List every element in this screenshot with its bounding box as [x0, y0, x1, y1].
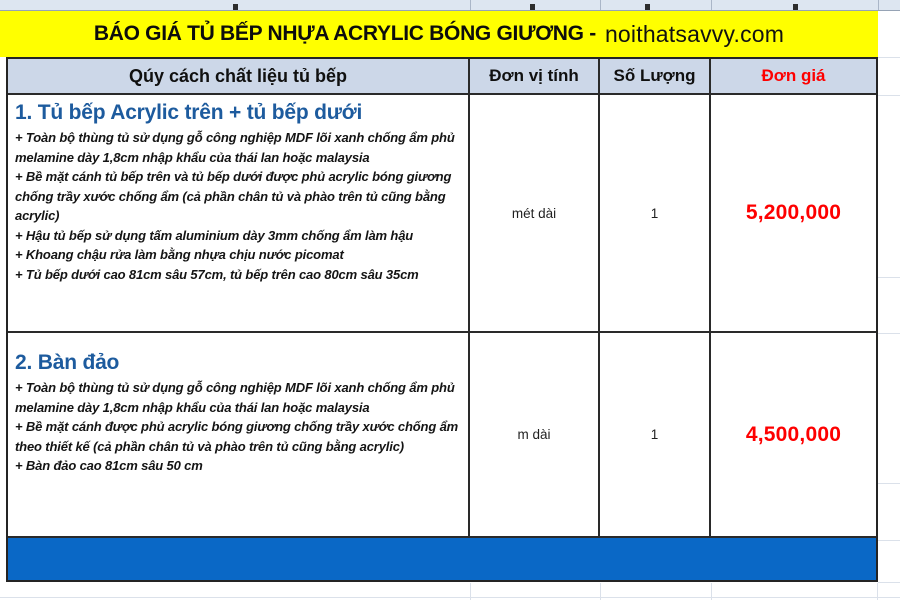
- item-details: [15, 378, 462, 476]
- page-title: BÁO GIÁ TỦ BẾP NHỰA ACRYLIC BÓNG GIƯƠNG -: [93, 22, 596, 45]
- item-qty-cell: 1: [600, 333, 711, 538]
- gridline: [878, 582, 900, 583]
- detail-line: + Hậu tủ bếp sử dụng tấm aluminium dày 3mm chống ẩm làm hậu: [15, 227, 414, 243]
- title-banner: [0, 11, 878, 57]
- gridline: [0, 597, 900, 598]
- item-qty-cell: 1: [600, 95, 711, 333]
- item-price-cell: 5,200,000: [711, 95, 876, 333]
- gridline: [878, 483, 900, 484]
- gridline: [600, 0, 601, 10]
- gridline: [878, 540, 900, 541]
- item-title: 2. Bàn đảo: [15, 351, 120, 374]
- item-spec-cell: [8, 95, 470, 333]
- cropped-text-artifact: [793, 4, 798, 10]
- gridline: [878, 0, 879, 10]
- detail-line: + Khoang chậu rửa làm bằng nhựa chịu nước picomat: [15, 247, 344, 262]
- item-unit-cell: mét dài: [470, 95, 600, 333]
- item-details: [15, 128, 462, 284]
- detail-line: + Tủ bếp dưới cao 81cm sâu 57cm, tủ bếp trên cao 80cm sâu 35cm: [15, 266, 419, 282]
- quote-table: [6, 57, 878, 582]
- gridline: [711, 0, 712, 10]
- column-header-unit: Đơn vị tính: [470, 59, 600, 95]
- gridline: [878, 57, 900, 58]
- detail-line: + Bề mặt cánh được phủ acrylic bóng giương chống trầy xước chống ẩm theo thiết kế (cả phần chân tủ và phào trên tủ cũng bằng acrylic): [15, 419, 459, 454]
- footer-bar: [8, 538, 876, 580]
- column-header-price: Đơn giá: [711, 59, 876, 95]
- column-header-qty: Số Lượng: [600, 59, 711, 95]
- item-title: 1. Tủ bếp Acrylic trên + tủ bếp dưới: [15, 101, 363, 124]
- gridline: [878, 95, 900, 96]
- detail-line: + Toàn bộ thùng tủ sử dụng gỗ công nghiệp MDF lõi xanh chống ẩm phủ melamine dày 1,8cm nhập khẩu của thái lan hoặc malaysia: [15, 380, 455, 415]
- cropped-row-strip: [0, 0, 900, 11]
- cropped-text-artifact: [645, 4, 650, 10]
- gridline: [878, 333, 900, 334]
- detail-line: + Bàn đảo cao 81cm sâu 50 cm: [15, 458, 203, 473]
- site-name: noithatsavvy.com: [604, 20, 785, 47]
- item-spec-cell: [8, 333, 470, 538]
- cropped-text-artifact: [530, 4, 535, 10]
- gridline: [470, 0, 471, 10]
- detail-line: + Toàn bộ thùng tủ sử dụng gỗ công nghiệp MDF lõi xanh chống ẩm phủ melamine dày 1,8cm nhập khẩu của thái lan hoặc malaysia: [15, 130, 455, 165]
- cropped-text-artifact: [233, 4, 238, 10]
- item-unit-cell: m dài: [470, 333, 600, 538]
- detail-line: + Bề mặt cánh tủ bếp trên và tủ bếp dưới được phủ acrylic bóng giương chống trầy xước chống ẩm (cả phần chân tủ và phào trên tủ cũng bằng acrylic): [15, 169, 452, 223]
- column-header-spec: Qúy cách chất liệu tủ bếp: [8, 59, 470, 95]
- item-price-cell: 4,500,000: [711, 333, 876, 538]
- gridline: [878, 277, 900, 278]
